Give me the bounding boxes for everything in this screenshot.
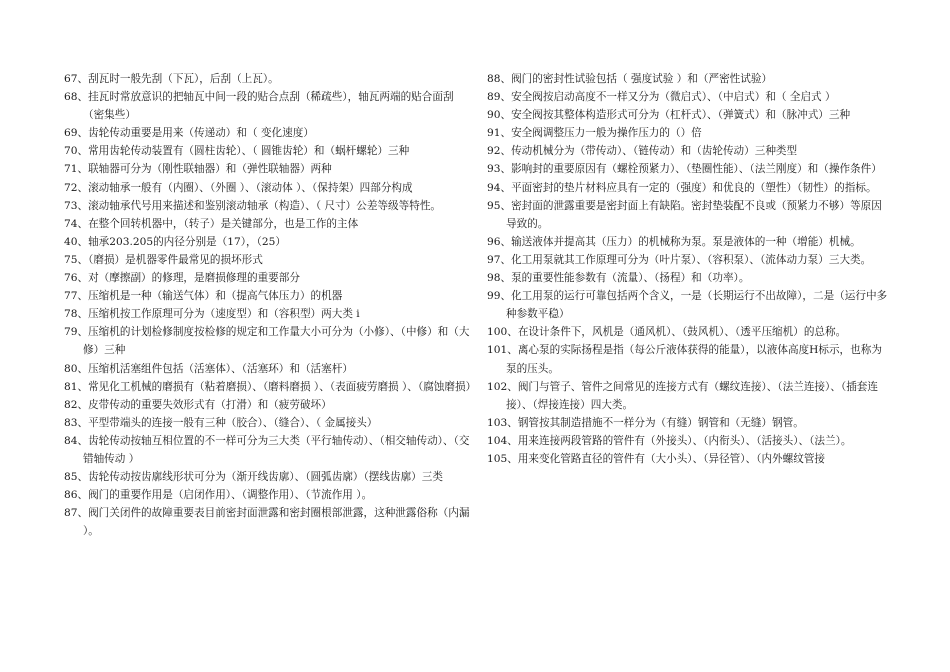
question-item: 97、化工用泵就其工作原理可分为（叶片泵）、（容积泵）、（流体动力泵）三大类。 bbox=[487, 253, 872, 266]
question-item: 104、用来连接两段管路的管件有（外接头）、（内衔头）、（活接头）、（法兰）。 bbox=[487, 434, 852, 447]
question-item: 70、常用齿轮传动装置有（圆柱齿轮）、（ 圆锥齿轮）和（蜗杆螺轮）三种 bbox=[64, 145, 410, 158]
question-item: 85、齿轮传动按齿廓线形状可分为（渐开线齿廓）、（圆弧齿廓）（摆线齿廓）三类 bbox=[64, 471, 443, 484]
question-item: 73、滚动轴承代号用来描述和鉴别滚动轴承（构造）、（ 尺寸）公差等级等特性。 bbox=[64, 199, 442, 212]
question-item: 69、齿轮传动重要是用来（传递动）和（ 变化速度） bbox=[64, 127, 314, 140]
question-item: 95、密封面的泄露重要是密封面上有缺陷。密封垫装配不良或（预紧力不够）等原因导致的。 bbox=[487, 199, 882, 230]
question-item: 40、轴承203.205的内径分别是（17），（25） bbox=[64, 235, 286, 248]
question-item: 67、刮瓦时一般先刮（下瓦），后刮（上瓦）。 bbox=[64, 73, 279, 85]
question-item: 91、安全阀调整压力一般为操作压力的（）倍 bbox=[487, 127, 702, 140]
question-item: 87、阀门关闭件的故障重要表目前密封面泄露和密封圈根部泄露，这种泄露俗称（内漏 ）。 bbox=[64, 507, 470, 538]
question-item: 100、在设计条件下，风机是（通风机）、（鼓风机）、（透平压缩机）的总称。 bbox=[487, 326, 847, 339]
question-item: 99、化工用泵的运行可靠包括两个含义，一是（长期运行不出故障），二是（运行中多种参数平稳） bbox=[487, 290, 888, 321]
question-item: 78、压缩机按工作原理可分为（速度型）和（容积型）两大类 i bbox=[64, 308, 360, 321]
question-item: 86、阀门的重要作用是（启闭作用）、（调整作用）、（节流作用 ）。 bbox=[64, 489, 373, 502]
question-item: 102、阀门与管子、管件之间常见的连接方式有（螺纹连接）、（法兰连接）、（插套连接）、（焊接连接）四大类。 bbox=[487, 380, 878, 411]
question-item: 77、压缩机是一种（输送气体）和（提高气体压力）的机器 bbox=[64, 290, 343, 303]
question-item: 98、泵的重要性能参数有（流量）、（扬程）和（功率）。 bbox=[487, 272, 750, 285]
question-item: 82、皮带传动的重要失效形式有（打滑）和（疲劳破坏） bbox=[64, 398, 332, 411]
question-item: 92、传动机械分为（带传动）、（链传动）和（齿轮传动）三种类型 bbox=[487, 145, 798, 158]
question-item: 93、影响封的重要原因有（螺栓预紧力）、（垫圈性能）、（法兰刚度）和（操作条件） bbox=[487, 163, 882, 176]
question-item: 105、用来变化管路直径的管件有（大小头）、（异径管）、（内外螺纹管接 bbox=[487, 452, 826, 465]
question-item: 74、在整个回转机器中，（转子）是关键部分，也是工作的主体 bbox=[64, 217, 359, 230]
question-item: 76、对（摩擦副）的修理，是磨损修理的重要部分 bbox=[64, 272, 300, 285]
question-item: 75、（磨损）是机器零件最常见的损坏形式 bbox=[64, 253, 263, 266]
question-item: 84、齿轮传动按轴互相位置的不一样可分为三大类（平行轴传动）、（相交轴传动）、（交错轴传动 ） bbox=[64, 434, 470, 465]
question-item: 71、联轴器可分为（刚性联轴器）和（弹性联轴器）两种 bbox=[64, 163, 332, 176]
question-item: 80、压缩机活塞组件包括（活塞体）、（活塞环）和（活塞杆） bbox=[64, 362, 353, 375]
question-item: 94、平面密封的垫片材料应具有一定的（强度）和优良的（塑性）（韧性）的指标。 bbox=[487, 181, 877, 194]
left-column bbox=[64, 70, 477, 540]
question-item: 68、挂瓦时常放意识的把轴瓦中间一段的贴合点刮（稀疏些），轴瓦两端的贴合面刮（密集些） bbox=[64, 91, 454, 122]
question-item: 90、安全阀按其整体构造形式可分为（杠杆式）、（弹簧式）和（脉冲式）三种 bbox=[487, 109, 851, 122]
right-column bbox=[487, 70, 889, 468]
question-item: 81、常见化工机械的磨损有（粘着磨损）、（磨料磨损 ）、（表面疲劳磨损 ）、（腐蚀磨损） bbox=[64, 380, 477, 393]
question-item: 89、安全阀按启动高度不一样又分为（微启式）、（中启式）和（ 全启式 ） bbox=[487, 91, 836, 104]
question-item: 101、离心泵的实际扬程是指（每公斤液体获得的能量），以液体高度H标示，也称为泵的压头。 bbox=[487, 344, 882, 375]
question-item: 96、输送液体并提高其（压力）的机械称为泵。泵是液体的一种（增能）机械。 bbox=[487, 235, 861, 248]
question-item: 88、阀门的密封性试验包括（ 强度试验 ）和（严密性试验） bbox=[487, 73, 773, 85]
question-item: 79、压缩机的计划检修制度按检修的规定和工作量大小可分为（小修）、（中修）和（大修）三种 bbox=[64, 326, 470, 357]
question-item: 83、平型带端头的连接一般有三种（胶合）、（缝合）、（ 金属接头） bbox=[64, 416, 378, 429]
question-item: 103、钢管按其制造措施不一样分为（有缝）钢管和（无缝）钢管。 bbox=[487, 416, 804, 429]
question-item: 72、滚动轴承一般有（内圈）、（外圈 ）、（滚动体 ）、（保持架）四部分构成 bbox=[64, 181, 413, 194]
